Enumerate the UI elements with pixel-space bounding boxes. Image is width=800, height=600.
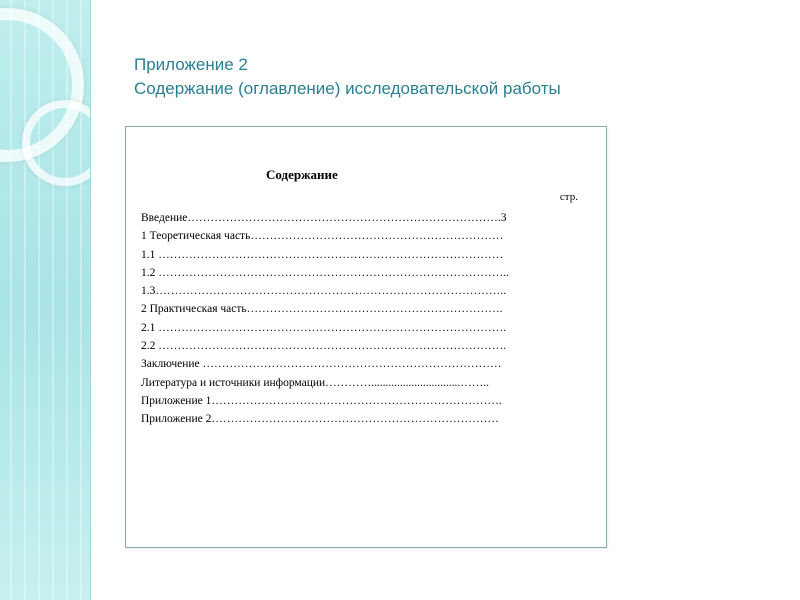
slide-title-line-2: Содержание (оглавление) исследовательской работы bbox=[134, 79, 561, 98]
toc-entry: Литература и источники информации…………...............................…….. bbox=[141, 376, 490, 389]
toc-entry: 1.3……………………………………………………………………………….. bbox=[141, 285, 507, 298]
toc-entry: Введение……………………………………………………………………….3 bbox=[141, 212, 507, 224]
toc-entry: 1 Теоретическая часть………………………………………………………… bbox=[141, 230, 504, 243]
toc-entry: Заключение …………………………………………………………………… bbox=[141, 358, 502, 371]
slide-title bbox=[134, 53, 561, 101]
toc-entry: 1.1 ……………………………………………………………………………… bbox=[141, 248, 504, 261]
page-column-label: стр. bbox=[559, 191, 578, 203]
toc-entry: 1.2 ……………………………………………………………………………….. bbox=[141, 266, 509, 279]
toc-entry: 2.2 ………………………………………………………………………………. bbox=[141, 340, 507, 353]
toc-entry: Приложение 1…………………………………………………………………. bbox=[141, 394, 502, 407]
toc-entry: 2.1 ………………………………………………………………………………. bbox=[141, 321, 507, 334]
document-page bbox=[125, 126, 607, 548]
table-of-contents bbox=[141, 209, 509, 429]
decorative-side-band bbox=[0, 0, 90, 600]
toc-entry: 2 Практическая часть…………………………………………………………. bbox=[141, 303, 503, 316]
band-divider bbox=[90, 0, 91, 600]
toc-entry: Приложение 2………………………………………………………………… bbox=[141, 413, 499, 426]
slide-title-line-1: Приложение 2 bbox=[134, 55, 248, 74]
document-heading: Содержание bbox=[266, 167, 338, 182]
